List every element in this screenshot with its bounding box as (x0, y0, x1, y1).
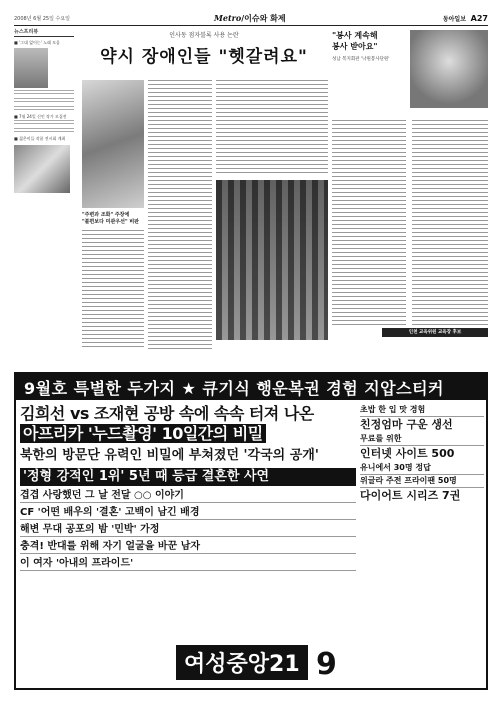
article-headline: 약시 장애인들 "헷갈려요" (100, 47, 308, 67)
ad-headline: 김희선 vs 조재현 공방 속에 속속 터져 나온 (20, 404, 314, 423)
text-block (14, 90, 74, 95)
section-logo: Metro (214, 13, 242, 23)
article-text-column (216, 80, 328, 176)
ad-side-line: 유니에서 30명 정답 (360, 462, 484, 475)
ad-banner (16, 374, 486, 400)
ad-main-copy (20, 404, 356, 571)
text-block (14, 106, 74, 111)
ad-subheadline-inverse: '정형 강적인 1위' 5년 때 등급 결혼한 사연 (20, 468, 356, 486)
ad-side-highlight: 친정엄마 구운 생선 (360, 418, 453, 431)
article-subhead (82, 212, 139, 226)
magazine-logo: 여성중앙21 (176, 645, 308, 680)
article-text-column (412, 120, 488, 325)
ad-row: 이 여자 '아내의 프라이드' (20, 557, 356, 571)
section-title (214, 13, 286, 24)
article-text-column (332, 120, 406, 325)
text-block (14, 98, 74, 103)
sidebar-item: ■ '그대 없이는' 노래 모음 (14, 39, 60, 45)
main-article (80, 30, 328, 355)
article-photo-person (82, 80, 144, 208)
issue-date: 2008년 6월 25일 수요일 (14, 16, 71, 22)
sidebar-item: ■ 7월 24일 신인 작가 모집전 (14, 114, 67, 119)
interviewee-photo (410, 30, 488, 108)
magazine-advertisement (14, 372, 488, 690)
newspaper-name: 동아일보 (442, 16, 466, 23)
interview-subtitle: 성남 복지회관 '낙원봉사단원' (332, 57, 390, 62)
section-subtitle: /이슈와 화제 (241, 14, 286, 23)
subhead-line: "주변과 조화" 주장에 (82, 212, 130, 218)
ad-headline (20, 424, 356, 444)
ad-side-line: 초밥 한 입 맛 경험 (360, 404, 484, 417)
ad-headline-inverse: 아프리카 '누드촬영' 10일간의 비밀 (20, 424, 266, 443)
ad-side-highlight: 다이어트 시리즈 7권 (360, 489, 461, 502)
ad-banner-text: 9월호 특별한 두가지 ★ 큐기식 행운복권 경험 지압스티커 (24, 378, 445, 398)
article-kicker: 인사동 점자블록 사용 논란 (169, 32, 239, 39)
news-preview-sidebar (14, 30, 74, 368)
page-header (14, 12, 488, 26)
subhead-line: "불편보다 미관우선" 비판 (82, 219, 139, 225)
sidebar-item: ■ 젊은이들 작품 전시회 개최 (14, 135, 66, 141)
quote-line: 봉사 받아요" (332, 42, 378, 51)
box-title: 인천 교육위원 교육장 후보 (382, 328, 488, 337)
page-number: A27 (470, 14, 488, 23)
braille-block-photo (216, 180, 328, 340)
sidebar-title: 뉴스프리뷰 (14, 30, 74, 37)
author-photo (14, 48, 48, 88)
ad-side-column (360, 404, 484, 504)
article-text-column (148, 80, 212, 350)
ad-side-highlight: 인터넷 사이트 500 (360, 447, 455, 460)
sidebar-photo (14, 145, 70, 193)
text-block (14, 120, 74, 125)
quote-line: "봉사 계속해 (332, 31, 378, 40)
interview-article (332, 30, 488, 355)
issue-month: 9 (316, 647, 337, 682)
ad-row: 충격! 반대를 위해 자기 얼굴을 바꾼 남자 (20, 540, 356, 554)
ad-side-line: 무료를 위한 (360, 433, 484, 446)
ad-row: 겹겹 사랑했던 그 날 전달 ○○ 이야기 (20, 489, 356, 503)
ad-row: 해변 무대 공포의 밤 '민박' 가정 (20, 523, 356, 537)
text-block (14, 128, 74, 133)
ad-side-line: 위글라 주전 프라이팬 50명 (360, 475, 484, 488)
ad-subheadline: 북한의 방문단 유력인 비밀에 부쳐졌던 '각국의 공개' (20, 448, 319, 463)
ad-row: CF '어떤 배우의 '결혼' 고백이 남긴 배경 (20, 506, 356, 520)
article-text-column (82, 230, 144, 350)
